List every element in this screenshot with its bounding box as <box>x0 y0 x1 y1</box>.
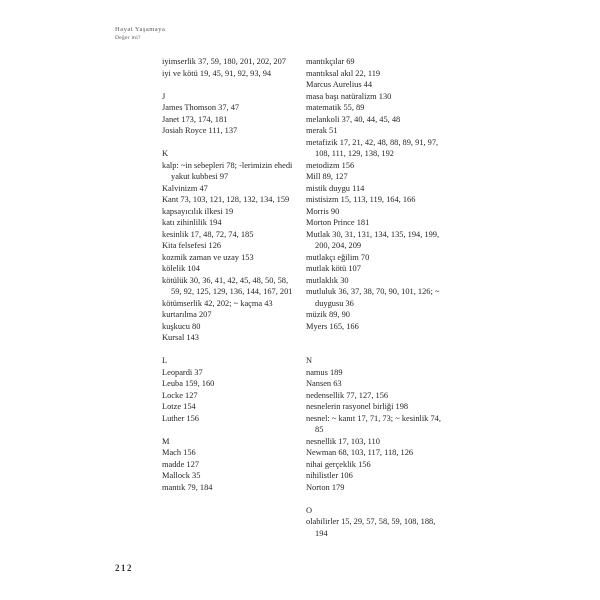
index-entry: Josiah Royce 111, 137 <box>162 126 238 135</box>
index-column-right <box>306 56 442 539</box>
index-section-letter: N <box>306 356 313 365</box>
index-entry: masa başı natüralizm 130 <box>306 91 392 101</box>
section-gap <box>306 332 442 344</box>
index-entry: melankoli 37, 40, 44, 45, 48 <box>306 114 401 124</box>
index-entry: Norton 179 <box>306 482 345 492</box>
index-entry: mantık 79, 184 <box>162 482 213 492</box>
index-entry: Mach 156 <box>162 448 196 457</box>
index-entry: olabilirler 15, 29, 57, 58, 59, 108, 188, 194 <box>306 517 436 538</box>
index-entry: metafizik 17, 21, 42, 48, 88, 89, 91, 97, 108, 111, 129, 138, 192 <box>306 137 439 158</box>
index-entry: kozmik zaman ve uzay 153 <box>162 252 254 262</box>
index-entry: Leopardi 37 <box>162 367 203 377</box>
index-entry: mutlak kötü 107 <box>306 264 361 273</box>
index-entry: Morris 90 <box>306 206 340 216</box>
index-entry: Mallock 35 <box>162 471 201 480</box>
index-entry: Morton Prince 181 <box>306 218 370 227</box>
index-entry: iyimserlik 37, 59, 180, 201, 202, 207 <box>162 57 286 66</box>
index-entry: Lotze 154 <box>162 402 196 411</box>
index-section-letter: O <box>306 505 313 515</box>
index-entry: namus 189 <box>306 367 343 377</box>
index-entry: merak 51 <box>306 126 338 135</box>
index-entry: nesnel: ~ kanıt 17, 71, 73; ~ kesinlik 74, 85 <box>306 413 441 434</box>
index-entry: kötümserlik 42, 202; ~ kaçma 43 <box>162 298 273 308</box>
index-entry: mistik duygu 114 <box>306 183 365 193</box>
index-column-left <box>162 56 296 493</box>
index-entry: Mutlak 30, 31, 131, 134, 135, 194, 199, 200, 204, 209 <box>306 229 440 250</box>
index-entry: kapsayıcılık ilkesi 19 <box>162 206 234 216</box>
index-entry: müzik 89, 90 <box>306 310 350 319</box>
index-section-letter: M <box>162 436 170 446</box>
index-entry: katı zihinlilik 194 <box>162 218 222 227</box>
index-entry: Myers 165, 166 <box>306 321 359 331</box>
index-entry: nihai gerçeklik 156 <box>306 459 371 469</box>
index-entry: nedensellik 77, 127, 156 <box>306 390 389 400</box>
index-entry: mutlaklık 30 <box>306 275 349 285</box>
index-entry: mantıksal akıl 22, 119 <box>306 68 381 78</box>
index-entry: nihilistler 106 <box>306 471 353 480</box>
page-number: 212 <box>115 563 133 573</box>
index-section-letter: J <box>162 91 166 101</box>
index-entry: kuşkucu 80 <box>162 321 201 331</box>
index-entry: iyi ve kötü 19, 45, 91, 92, 93, 94 <box>162 68 272 78</box>
index-entry: Leuba 159, 160 <box>162 379 215 388</box>
running-header <box>115 26 165 42</box>
index-entry: Kita felsefesi 126 <box>162 241 222 250</box>
index-entry: metodizm 156 <box>306 160 355 170</box>
index-entry: kölelik 104 <box>162 264 200 273</box>
index-entry: Kalvinizm 47 <box>162 183 208 193</box>
index-entry: mistisizm 15, 113, 119, 164, 166 <box>306 195 416 204</box>
index-entry: Kursal 143 <box>162 333 199 342</box>
index-entry: madde 127 <box>162 459 199 469</box>
index-entry: Mill 89, 127 <box>306 172 348 181</box>
index-entry: Newman 68, 103, 117, 118, 126 <box>306 448 414 457</box>
index-entry: Marcus Aurelius 44 <box>306 80 373 89</box>
index-entry: kesinlik 17, 48, 72, 74, 185 <box>162 229 254 239</box>
index-entry: kurtarılma 207 <box>162 310 212 319</box>
index-entry: Janet 173, 174, 181 <box>162 114 228 124</box>
index-entry: kötülük 30, 36, 41, 42, 45, 48, 50, 58, 59, 92, 125, 129, 136, 144, 167, 201 <box>162 275 293 296</box>
index-entry: Locke 127 <box>162 390 198 400</box>
index-entry: mutlakçı eğilim 70 <box>306 252 370 262</box>
index-section-letter: K <box>162 149 169 158</box>
index-entry: Kant 73, 103, 121, 128, 132, 134, 159 <box>162 195 290 204</box>
index-entry: matematik 55, 89 <box>306 103 365 112</box>
index-entry: nesnelerin rasyonel birliği 198 <box>306 402 409 411</box>
header-title: Hayat Yaşamaya <box>115 26 166 33</box>
index-entry: mantıkçılar 69 <box>306 57 355 66</box>
index-entry: Luther 156 <box>162 413 199 423</box>
index-entry: nesnellik 17, 103, 110 <box>306 436 380 446</box>
index-entry: kalp: ~in sebepleri 78; -lerimizin ehedi yakut kubbesi 97 <box>162 160 293 181</box>
index-entry: James Thomson 37, 47 <box>162 103 240 112</box>
index-entry: mutluluk 36, 37, 38, 70, 90, 101, 126; ~ duygusu 36 <box>306 287 440 308</box>
index-entry: Nansen 63 <box>306 379 342 388</box>
header-subtitle: Değer mi? <box>115 35 141 41</box>
index-section-letter: L <box>162 356 168 365</box>
